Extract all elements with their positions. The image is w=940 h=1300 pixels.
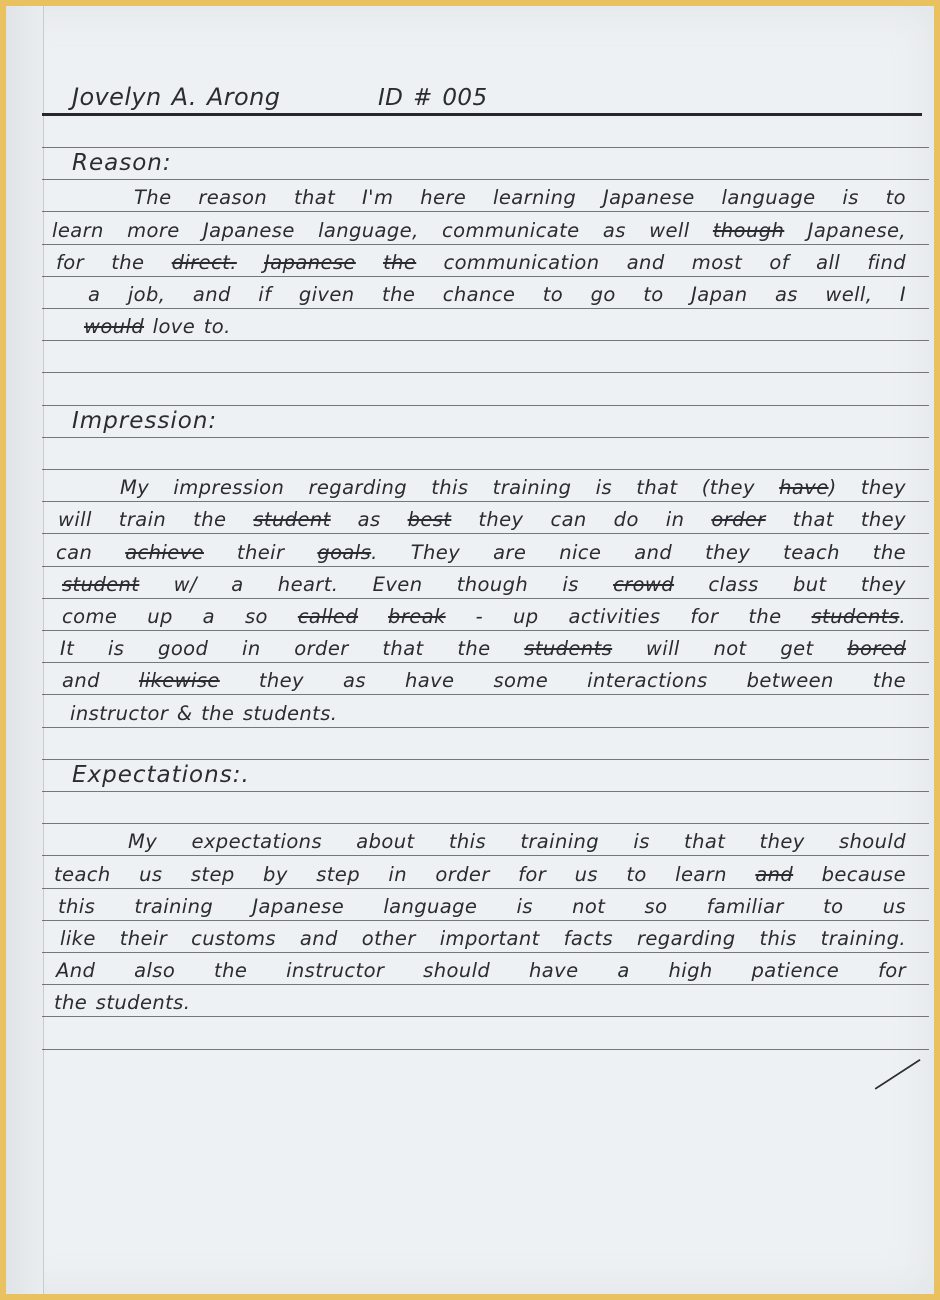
ruled-line xyxy=(42,791,929,792)
ruled-line xyxy=(42,340,929,341)
handwriting-line xyxy=(58,506,906,533)
struck-word: break xyxy=(388,605,446,628)
handwriting-text: . xyxy=(899,605,906,628)
ruled-line xyxy=(42,211,929,212)
handwriting-line xyxy=(128,828,906,855)
handwriting-text: like their customs and other important facts regarding this training. xyxy=(60,927,906,950)
struck-word: likewise xyxy=(138,669,220,693)
struck-word: order xyxy=(711,508,766,532)
struck-word: achieve xyxy=(125,540,204,564)
handwriting-text: The reason that I'm here learning Japanese language is to xyxy=(134,186,906,210)
struck-word: Japanese xyxy=(264,250,356,274)
handwriting-text: they can do in xyxy=(451,508,712,532)
section-heading: Expectations:. xyxy=(72,762,250,788)
handwriting-text: the students. xyxy=(54,991,191,1015)
handwriting-text xyxy=(358,605,388,628)
handwriting-text: My impression regarding this training is that (they xyxy=(120,476,780,500)
student-id: ID # 005 xyxy=(378,85,488,111)
ruled-line xyxy=(42,147,929,148)
handwriting-line xyxy=(56,249,906,276)
struck-word: bored xyxy=(847,637,906,661)
struck-word: would xyxy=(84,315,145,339)
ruled-line xyxy=(42,888,929,889)
handwriting-text: class but they xyxy=(674,572,906,596)
handwriting-text: instructor & the students. xyxy=(70,701,338,725)
handwriting-text xyxy=(356,251,383,274)
ruled-line xyxy=(42,855,929,856)
ruled-line xyxy=(42,630,929,631)
handwriting-text: Japanese, xyxy=(784,218,907,242)
handwriting-text: this training Japanese language is not so familiar to us xyxy=(58,894,906,918)
handwriting-text: their xyxy=(203,540,318,564)
handwriting-text: communication and most of all find xyxy=(416,250,906,274)
struck-word: though xyxy=(712,218,785,242)
handwriting-text: ) they xyxy=(828,476,906,500)
struck-word: student xyxy=(253,508,331,532)
scanned-page xyxy=(6,6,934,1294)
handwriting-text: and xyxy=(62,669,139,693)
ruled-line xyxy=(42,662,929,663)
handwriting-line xyxy=(62,571,906,598)
handwriting-line xyxy=(52,217,906,244)
ruled-line xyxy=(42,437,929,438)
handwriting-text: - up activities for the xyxy=(445,605,812,628)
handwriting-line xyxy=(88,281,906,308)
handwriting-line xyxy=(60,925,906,952)
handwriting-text: love to. xyxy=(144,315,231,339)
handwriting-line xyxy=(62,667,906,694)
name-header-row xyxy=(42,78,922,116)
handwriting-line xyxy=(62,603,906,630)
handwriting-text: My expectations about this training is that they should xyxy=(128,830,906,854)
handwriting-text: as xyxy=(330,508,408,532)
handwriting-text: that they xyxy=(765,508,906,532)
ruled-line xyxy=(42,179,929,180)
ruled-line xyxy=(42,244,929,245)
struck-word: have xyxy=(779,476,829,500)
ruled-line xyxy=(42,372,929,373)
handwriting-text: will train the xyxy=(58,508,254,532)
struck-word: crowd xyxy=(613,572,675,596)
ruled-line xyxy=(42,1049,929,1050)
handwriting-text: a job, and if given the chance to go to Japan as well, I xyxy=(88,283,906,306)
ruled-line xyxy=(42,469,929,470)
handwriting-text: for the xyxy=(56,250,172,274)
handwriting-line xyxy=(56,539,906,566)
stray-pen-mark xyxy=(874,1059,920,1090)
handwriting-line xyxy=(58,893,906,920)
handwriting-text: w/ a heart. Even though is xyxy=(139,572,614,596)
ruled-line xyxy=(42,920,929,921)
paper-edge-crease xyxy=(6,6,44,1294)
handwriting-text: will not get xyxy=(612,637,848,661)
handwriting-text: because xyxy=(793,862,906,886)
ruled-line xyxy=(42,501,929,502)
struck-word: and xyxy=(755,862,794,886)
handwriting-text: teach us step by step in order for us to learn xyxy=(54,862,756,886)
ruled-line xyxy=(42,952,929,953)
struck-word: the xyxy=(383,250,417,274)
handwriting-line xyxy=(70,700,337,727)
ruled-line xyxy=(42,727,929,728)
struck-word: best xyxy=(407,508,452,532)
handwriting-text: It is good in order that the xyxy=(60,637,525,661)
handwriting-line xyxy=(134,184,906,211)
section-heading: Reason: xyxy=(72,150,172,177)
ruled-line xyxy=(42,566,929,567)
handwriting-line xyxy=(84,313,231,340)
handwriting-line xyxy=(120,474,906,501)
ruled-line xyxy=(42,533,929,534)
ruled-line xyxy=(42,308,929,309)
handwriting-line xyxy=(60,635,906,662)
ruled-line xyxy=(42,1016,929,1017)
handwriting-line xyxy=(54,989,190,1016)
struck-word: students xyxy=(524,637,613,661)
handwriting-text xyxy=(237,251,264,274)
handwriting-text: And also the instructor should have a high patience for xyxy=(56,959,906,983)
handwriting-line xyxy=(54,861,906,888)
handwriting-text: can xyxy=(56,540,126,564)
ruled-line xyxy=(42,276,929,277)
struck-word: goals xyxy=(317,540,372,564)
handwriting-text: they as have some interactions between the xyxy=(219,669,906,693)
handwriting-text: come up a so xyxy=(62,605,298,628)
struck-word: direct. xyxy=(171,250,237,274)
struck-word: student xyxy=(62,572,140,596)
handwriting-line xyxy=(56,957,906,984)
struck-word: students xyxy=(811,605,900,628)
ruled-line xyxy=(42,598,929,599)
struck-word: called xyxy=(297,605,359,628)
section-heading: Impression: xyxy=(72,407,218,434)
ruled-line xyxy=(42,984,929,985)
handwriting-text: . They are nice and they teach the xyxy=(371,540,906,564)
ruled-line xyxy=(42,823,929,824)
student-name: Jovelyn A. Arong xyxy=(72,83,281,111)
ruled-line xyxy=(42,694,929,695)
handwriting-text: learn more Japanese language, communicate as well xyxy=(52,218,713,242)
